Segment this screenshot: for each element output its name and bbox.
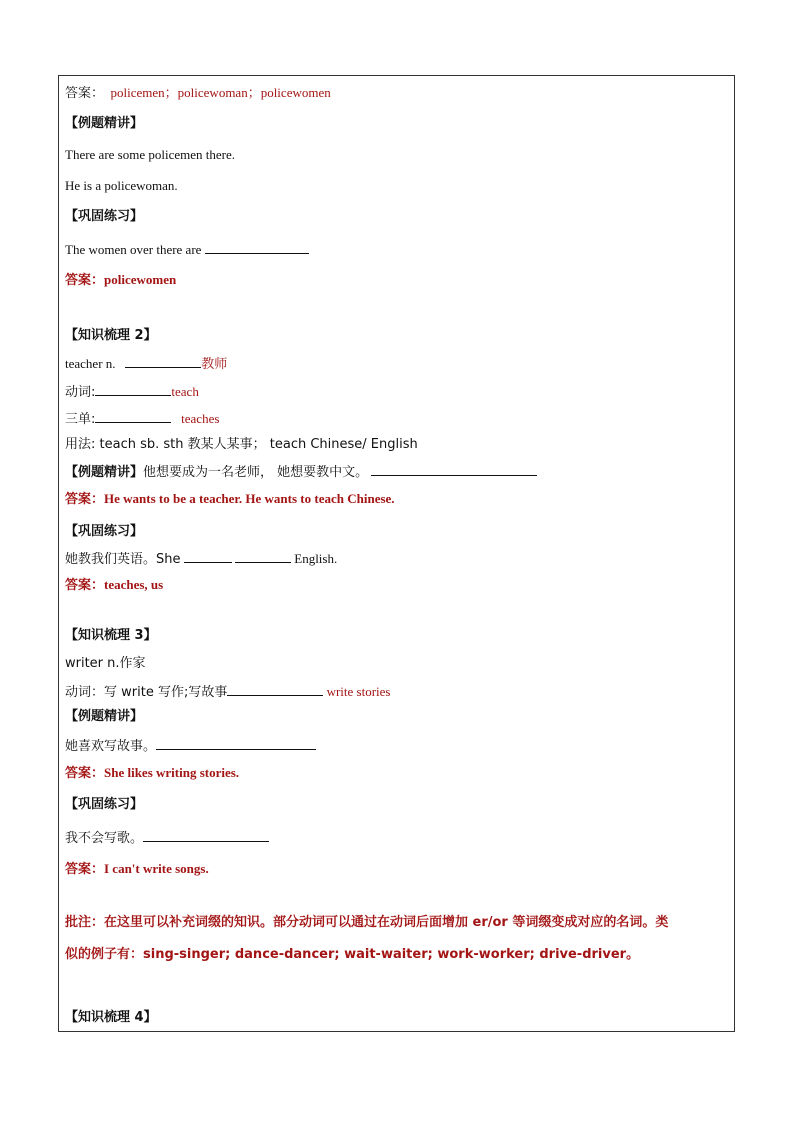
practice-answer: 答案：policewomen [65,272,177,287]
example-sentence: There are some policemen there. [65,147,235,162]
vocab-value: write stories [326,684,391,699]
vocab-value: teaches [181,411,220,426]
practice-question [65,241,309,258]
knowledge-heading: 【知识梳理 3】 [65,628,157,643]
example-line [65,463,537,481]
knowledge-heading: 【知识梳理 2】 [65,328,157,343]
practice-question [65,829,269,847]
example-heading: 【例题精讲】 [65,709,144,724]
answer-blank[interactable] [125,355,201,368]
answer-blank[interactable] [227,683,323,696]
vocab-label: 动词：写 write 写作;写故事 [65,685,228,700]
example-question: 他想要成为一名老师， 她想要教中文。 [143,465,369,480]
vocab-label: 动词: [65,385,96,400]
answer-blank[interactable] [184,550,232,563]
vocab-line [65,410,219,428]
answer-blank[interactable] [205,241,309,254]
answer-blank[interactable] [156,737,316,750]
example-heading: 【例题精讲】 [65,116,144,131]
question-text: 我不会写歌。 [65,831,144,846]
question-text: English. [294,551,338,566]
example-question: 她喜欢写故事。 [65,739,157,754]
answer-value: policemen；policewoman；policewomen [110,85,331,100]
practice-question [65,550,337,568]
vocab-line: writer n.作家 [65,656,146,671]
answer-blank[interactable] [95,383,171,396]
practice-heading: 【巩固练习】 [65,524,144,539]
question-text: The women over there are [65,242,202,257]
vocab-line [65,683,391,701]
usage-line: 用法: teach sb. sth 教某人某事； teach Chinese/ English [65,437,418,452]
knowledge-heading: 【知识梳理 4】 [65,1010,157,1025]
answer-blank[interactable] [95,410,171,423]
answer-blank[interactable] [235,550,291,563]
example-heading: 【例题精讲】 [65,465,144,480]
annotation-line: 批注：在这里可以补充词缀的知识。部分动词可以通过在动词后面增加 er/or 等词缀变成对应的名词。类 [65,915,669,930]
example-answer: 答案：She likes writing stories. [65,765,240,780]
vocab-line [65,355,227,373]
example-question-line [65,737,316,755]
example-answer: 答案：He wants to be a teacher. He wants to teach Chinese. [65,491,395,506]
vocab-value: teach [171,384,199,399]
annotation-line: 似的例子有：sing-singer; dance-dancer; wait-waiter; work-worker; drive-driver。 [65,947,640,962]
practice-heading: 【巩固练习】 [65,209,144,224]
practice-answer: 答案：I can't write songs. [65,861,209,876]
answer-line-1 [65,85,331,102]
vocab-word: teacher n. [65,356,116,371]
practice-answer: 答案：teaches, us [65,577,164,592]
answer-blank[interactable] [371,463,537,476]
practice-heading: 【巩固练习】 [65,797,144,812]
example-sentence: He is a policewoman. [65,178,178,193]
vocab-line [65,383,199,401]
answer-blank[interactable] [143,829,269,842]
answer-label: 答案： [65,86,105,101]
vocab-label: 三单: [65,412,96,427]
vocab-meaning: 教师 [201,357,228,372]
question-text: 她教我们英语。She [65,552,181,567]
